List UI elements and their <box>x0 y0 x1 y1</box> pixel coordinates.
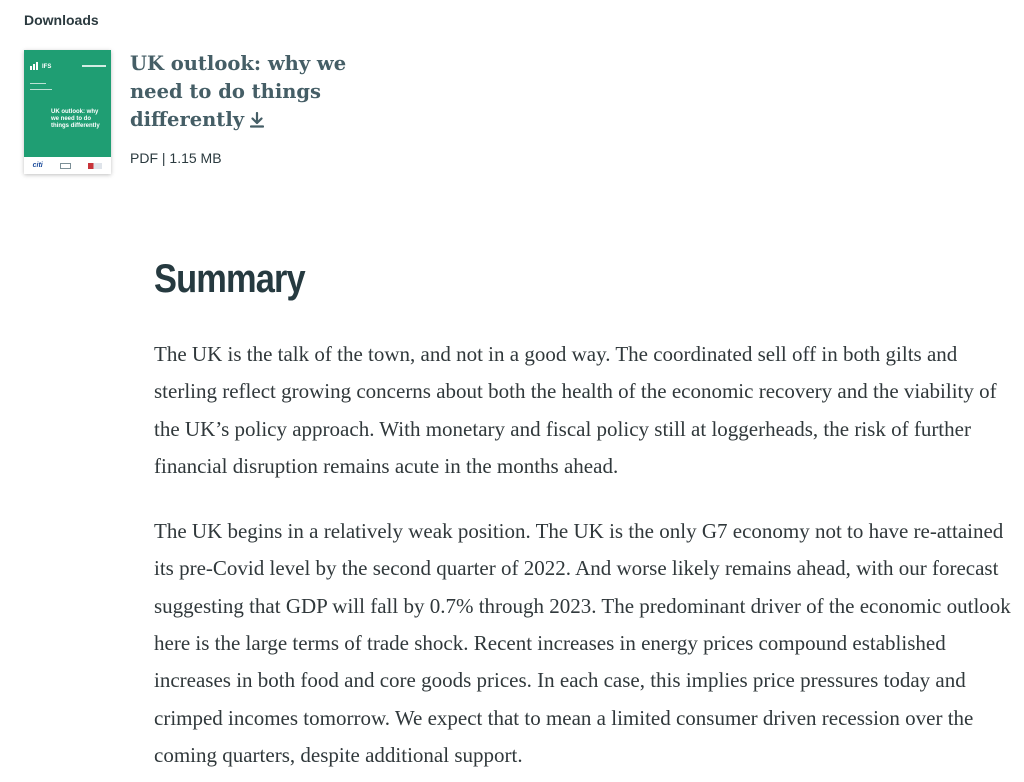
downloads-heading: Downloads <box>24 12 99 28</box>
cover-subtitle-lines <box>30 83 52 95</box>
report-download-link[interactable] <box>130 50 360 136</box>
report-title[interactable]: UK outlook: why we need to do things differently <box>130 52 347 131</box>
summary-paragraph: The UK begins in a relatively weak position. The UK is the only G7 economy not to have re-attained its pre-Covid level by the second quarter of 2022. And worse likely remains ahead, with our forecast suggesting that GDP will fall by 0.7% through 2023. The predominant driver of the economic outlook here is the large terms of trade shock. Recent increases in energy prices compound established increases in both food and core goods prices. In each case, this implies price pressures today and crimped incomes tomorrow. We expect that to mean a limited consumer driven recession over the coming quarters, despite additional support. <box>154 519 1011 767</box>
citi-logo: citi <box>32 162 43 169</box>
cover-title: UK outlook: why we need to do things differently <box>51 109 100 129</box>
download-card <box>24 50 360 174</box>
report-cover-thumbnail[interactable] <box>24 50 111 174</box>
cover-footer <box>24 157 111 174</box>
download-icon[interactable] <box>250 108 264 136</box>
partner-logo-flag <box>88 163 102 169</box>
ifs-logo: IFS <box>30 62 51 70</box>
partner-logo <box>60 163 71 169</box>
summary-body <box>154 336 1016 782</box>
cover-header-line <box>82 65 106 67</box>
summary-heading: Summary <box>154 257 305 301</box>
report-info <box>130 50 360 166</box>
file-meta: PDF | 1.15 MB <box>130 150 222 166</box>
summary-paragraph: The UK is the talk of the town, and not in a good way. The coordinated sell off in both gilts and sterling reflect growing concerns about both the health of the economic recovery and the viability of the UK’s policy approach. With monetary and fiscal policy still at loggerheads, the risk of further financial disruption remains acute in the months ahead. <box>154 342 997 478</box>
